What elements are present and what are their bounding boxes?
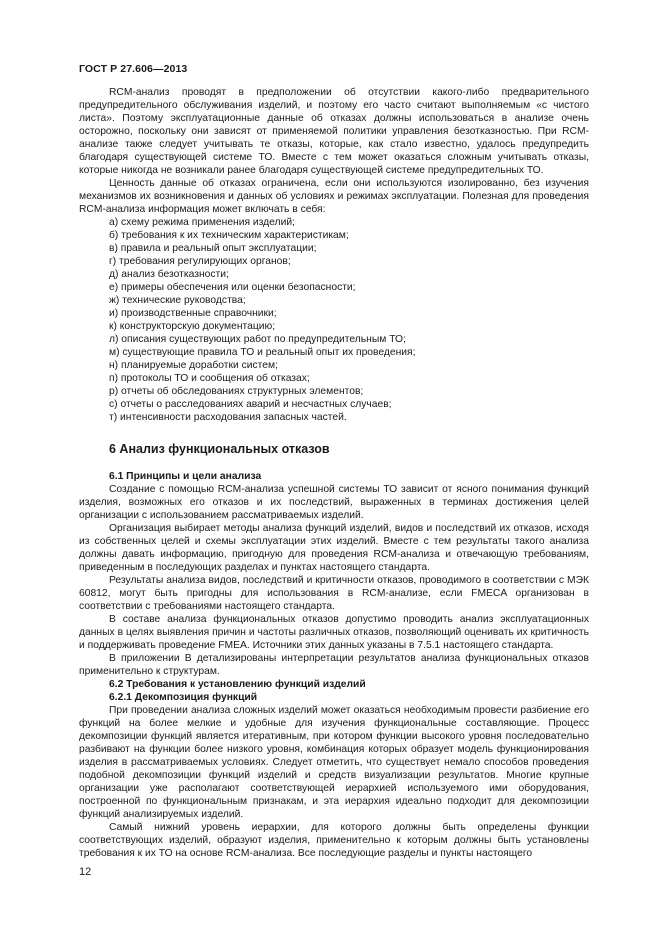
paragraph: Самый нижний уровень иерархии, для которого должны быть определены функции соответствующих изделий, образуют изделия, применительно к которым должны быть установлены требования к их ТО на основе RCM-анализа. Все последующие разделы и пункты настоящего xyxy=(79,822,589,859)
section-title: 6 Анализ функциональных отказов xyxy=(109,442,330,456)
subsection-title: 6.2.1 Декомпозиция функций xyxy=(109,692,258,703)
list-item: л) описания существующих работ по предупредительным ТО; xyxy=(109,334,406,345)
list-item: ж) технические руководства; xyxy=(109,295,246,306)
info-list xyxy=(79,216,589,424)
list-item: к) конструкторскую документацию; xyxy=(109,321,276,332)
document-body xyxy=(79,86,589,860)
list-item: б) требования к их техническим характеристикам; xyxy=(109,230,349,241)
list-item: м) существующие правила ТО и реальный опыт их проведения; xyxy=(109,347,416,358)
list-item: н) планируемые доработки систем; xyxy=(109,360,278,371)
list-item: т) интенсивности расходования запасных частей. xyxy=(109,412,347,423)
list-item: п) протоколы ТО и сообщения об отказах; xyxy=(109,373,310,384)
list-item: р) отчеты об обследованиях структурных элементов; xyxy=(109,386,364,397)
list-item: и) производственные справочники; xyxy=(109,308,277,319)
subsection-title: 6.2 Требования к установлению функций изделий xyxy=(109,679,366,690)
list-item: а) схему режима применения изделий; xyxy=(109,217,295,228)
list-item: г) требования регулирующих органов; xyxy=(109,256,291,267)
subsection-title: 6.1 Принципы и цели анализа xyxy=(109,471,262,482)
paragraph: При проведении анализа сложных изделий может оказаться необходимым провести разбиение его функций на более мелкие и удобные для изучения функциональные составляющие. Процесс декомпозиции функций является итеративным, при котором функции высокого уровня последовательно разбивают на функции более низкого уровня, комбинация которых образует модель функционирования изделия в рассматриваемых условиях. Следует отметить, что существует немало способов проведения подобной декомпозиции функций изделий и средств визуализации результатов. Многие крупные организации уже располагают соответствующей иерархией используемого ими оборудования, построенной по функциональным признакам, и эта иерархия идеально подходит для декомпозиции функций анализируемых изделий. xyxy=(79,705,589,820)
paragraph: Результаты анализа видов, последствий и критичности отказов, проводимого в соответствии с МЭК 60812, могут быть пригодны для использования в RCM-анализе, если FMECA организован в соответствии с требованиями настоящего стандарта. xyxy=(79,575,589,612)
list-item: е) примеры обеспечения или оценки безопасности; xyxy=(109,282,356,293)
document-header: ГОСТ Р 27.606—2013 xyxy=(79,63,188,75)
paragraph: Организация выбирает методы анализа функций изделий, видов и последствий их отказов, исходя из собственных целей и схемы эксплуатации этих изделий. Вместе с тем результаты такого анализа должны давать информацию, пригодную для проведения RCM-анализа и отвечающую требованиям, приведенным в последующих разделах и пунктах настоящего стандарта. xyxy=(79,523,589,573)
list-item: с) отчеты о расследованиях аварий и несчастных случаев; xyxy=(109,399,392,410)
list-item: д) анализ безотказности; xyxy=(109,269,229,280)
paragraph: В составе анализа функциональных отказов допустимо проводить анализ эксплуатационных данных в целях выявления причин и частоты различных отказов, позволяющий оценивать их критичность и поддерживать проведение FMEA. Источники этих данных указаны в 7.5.1 настоящего стандарта. xyxy=(79,614,589,651)
page-number: 12 xyxy=(79,866,92,878)
list-item: в) правила и реальный опыт эксплуатации; xyxy=(109,243,317,254)
paragraph: В приложении В детализированы интерпретации результатов анализа функциональных отказов применительно к структурам. xyxy=(79,653,589,677)
paragraph: RCM-анализ проводят в предположении об отсутствии какого-либо предварительного предупредительного обслуживания изделий, и поэтому его часто считают выполняемым «с чистого листа». Поэтому эксплуатационные данные об отказах должны использоваться в анализе очень осторожно, поскольку они зависят от применяемой политики управления безотказностью. При RCM-анализе также следует учитывать те отказы, которые, как стало известно, удалось предупредить благодаря существующей системе ТО. Вместе с тем может оказаться сложным учитывать отказы, которые никогда не возникали ранее благодаря существующей системе предупредительных ТО. xyxy=(79,87,589,176)
paragraph: Ценность данные об отказах ограничена, если они используются изолированно, без изучения механизмов их возникновения и данных об условиях и режимах эксплуатации. Полезная для проведения RCM-анализа информация может включать в себя: xyxy=(79,178,589,215)
paragraph: Создание с помощью RCM-анализа успешной системы ТО зависит от ясного понимания функций изделия, возможных его отказов и их последствий, выраженных в терминах достижения целей организации с использованием рассматриваемых изделий. xyxy=(79,484,589,521)
